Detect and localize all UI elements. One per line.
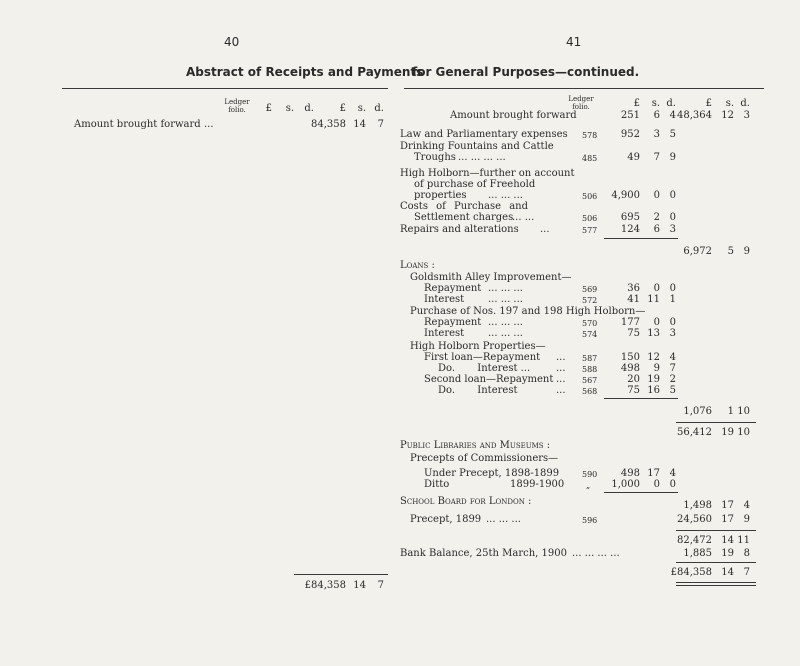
costs-line1: Costs of Purchase and	[400, 201, 529, 212]
running1-rule	[676, 422, 756, 423]
running1-pence: 10	[737, 427, 750, 438]
purchase-interest-shillings: 13	[647, 328, 660, 339]
costs-pounds: 695	[620, 212, 640, 223]
second-interest-pounds: 75	[627, 385, 640, 396]
purchase-repay-pounds: 177	[620, 317, 640, 328]
goldsmith-interest-shillings: 11	[647, 294, 660, 305]
holborn-pounds: 4,900	[611, 190, 640, 201]
costs-pence: 0	[669, 212, 676, 223]
right-total-shillings: 14	[721, 567, 734, 578]
purchase-interest-dots: ... ... ...	[488, 328, 523, 339]
loans-heading: Loans :	[400, 260, 435, 271]
goldsmith-repay-dots: ... ... ...	[488, 283, 523, 294]
first-repay-label: First loan—Repayment	[424, 352, 541, 363]
holborn-folio: 506	[582, 192, 598, 201]
left-pence2-header: d.	[374, 103, 384, 114]
under-precept-label: Under Precept, 1898-1899	[424, 468, 560, 479]
purchase-repay-dots: ... ... ...	[488, 317, 523, 328]
right-shilling2-header: s.	[725, 98, 734, 109]
costs-line2: Settlement charges	[414, 212, 514, 223]
school-precept-dots: ... ... ...	[486, 514, 521, 525]
second-interest-folio: 568	[582, 387, 598, 396]
subtotal2-pence: 10	[737, 406, 750, 417]
second-repay-shillings: 19	[647, 374, 660, 385]
left-page-number: 40	[224, 35, 240, 49]
costs-dots: ... ...	[512, 212, 535, 223]
first-interest-shillings: 9	[653, 363, 660, 374]
law-pounds: 952	[620, 129, 640, 140]
school-board-heading: School Board for London :	[400, 496, 532, 507]
goldsmith-interest-pence: 1	[669, 294, 676, 305]
school-precept-pence: 9	[743, 514, 750, 525]
bank-shillings: 19	[721, 548, 734, 559]
running2-shillings: 14	[721, 535, 734, 546]
running2-pence: 11	[737, 535, 750, 546]
right-total-double-rule-2	[676, 585, 756, 586]
first-interest-folio: 588	[582, 365, 598, 374]
right-folio-header: Ledger folio.	[568, 95, 594, 111]
school-precept-pounds: 24,560	[677, 514, 712, 525]
holborn-pence: 0	[669, 190, 676, 201]
left-brought-forward-shillings: 14	[353, 119, 366, 130]
under-precept-shillings: 17	[647, 468, 660, 479]
right-bf-pounds2: 48,364	[677, 110, 712, 121]
left-total-shillings: 14	[353, 580, 366, 591]
holborn-dots: ... ... ...	[488, 190, 523, 201]
repairs-shillings: 6	[653, 224, 660, 235]
precepts-heading: Precepts of Commissioners—	[410, 453, 559, 464]
goldsmith-interest-label: Interest	[424, 294, 465, 305]
running2-pounds: 82,472	[677, 535, 712, 546]
subtotal3-pence: 4	[743, 500, 750, 511]
running2-rule	[676, 530, 756, 531]
right-pence2-header: d.	[740, 98, 750, 109]
right-total-rule	[676, 562, 756, 563]
left-total-rule	[294, 574, 388, 575]
subtotal2-rule	[604, 398, 678, 399]
under-precept-folio: 590	[582, 470, 598, 479]
subtotal1-rule	[604, 238, 678, 239]
bank-dots: ... ... ... ...	[572, 548, 620, 559]
school-precept-folio: 596	[582, 516, 598, 525]
right-total-pounds: £84,358	[670, 567, 712, 578]
repairs-pounds: 124	[620, 224, 640, 235]
fountains-dots: ... ... ... ...	[458, 152, 506, 163]
second-repay-folio: 567	[582, 376, 598, 385]
left-page-title: Abstract of Receipts and Payments	[186, 65, 424, 79]
first-repay-shillings: 12	[647, 352, 660, 363]
left-brought-forward-label: Amount brought forward	[74, 119, 201, 130]
ditto-shillings: 0	[653, 479, 660, 490]
running1-pounds: 56,412	[677, 427, 712, 438]
goldsmith-repay-pence: 0	[669, 283, 676, 294]
libraries-heading: Public Libraries and Museums :	[400, 440, 551, 451]
law-label: Law and Parliamentary expenses	[400, 129, 568, 140]
left-brought-forward-pounds: 84,358	[311, 119, 346, 130]
holborn-line3: properties	[414, 190, 467, 201]
second-repay-pounds: 20	[627, 374, 640, 385]
fountains-pounds: 49	[627, 152, 640, 163]
purchase-heading: Purchase of Nos. 197 and 198 High Holborn—	[410, 306, 646, 317]
right-pound2-header: £	[705, 98, 712, 109]
goldsmith-repay-pounds: 36	[627, 283, 640, 294]
bank-label: Bank Balance, 25th March, 1900	[400, 548, 567, 559]
subtotal3-shillings: 17	[721, 500, 734, 511]
right-total-double-rule-1	[676, 582, 756, 583]
right-pound-header: £	[633, 98, 640, 109]
right-header-rule	[404, 88, 764, 89]
right-page-number: 41	[566, 35, 582, 49]
purchase-repay-pence: 0	[669, 317, 676, 328]
holborn-shillings: 0	[653, 190, 660, 201]
purchase-interest-pounds: 75	[627, 328, 640, 339]
right-shilling-header: s.	[651, 98, 660, 109]
subtotal3-pounds: 1,498	[683, 500, 712, 511]
fountains-shillings: 7	[653, 152, 660, 163]
left-pound-header: £	[265, 103, 272, 114]
purchase-interest-pence: 3	[669, 328, 676, 339]
running1-shillings: 19	[721, 427, 734, 438]
holborn-line1: High Holborn—further on account	[400, 168, 575, 179]
law-shillings: 3	[653, 129, 660, 140]
first-interest-dots: ...	[556, 363, 566, 374]
second-interest-label: Do. Interest	[438, 385, 518, 396]
purchase-repay-shillings: 0	[653, 317, 660, 328]
left-shilling-header: s.	[285, 103, 294, 114]
costs-folio: 506	[582, 214, 598, 223]
school-precept-label: Precept, 1899	[410, 514, 482, 525]
first-interest-pounds: 498	[620, 363, 640, 374]
goldsmith-repay-folio: 569	[582, 285, 598, 294]
ditto-years: 1899-1900	[510, 479, 565, 490]
right-brought-forward-label: Amount brought forward	[450, 110, 577, 121]
repairs-label: Repairs and alterations	[400, 224, 519, 235]
second-interest-shillings: 16	[647, 385, 660, 396]
right-page-title: for General Purposes—continued.	[412, 65, 640, 79]
subtotal1-pence: 9	[743, 246, 750, 257]
goldsmith-heading: Goldsmith Alley Improvement—	[410, 272, 572, 283]
right-bf-pounds1: 251	[620, 110, 640, 121]
bank-pence: 8	[743, 548, 750, 559]
purchase-interest-label: Interest	[424, 328, 465, 339]
right-bf-pence1: 4	[669, 110, 676, 121]
second-repay-dots: ...	[556, 374, 566, 385]
fountains-line1: Drinking Fountains and Cattle	[400, 141, 554, 152]
left-pound2-header: £	[339, 103, 346, 114]
goldsmith-interest-dots: ... ... ...	[488, 294, 523, 305]
first-interest-pence: 7	[669, 363, 676, 374]
left-total-pence: 7	[377, 580, 384, 591]
goldsmith-interest-pounds: 41	[627, 294, 640, 305]
ditto-pounds: 1,000	[611, 479, 640, 490]
second-repay-pence: 2	[669, 374, 676, 385]
goldsmith-repay-label: Repayment	[424, 283, 482, 294]
right-bf-shillings2: 12	[721, 110, 734, 121]
first-repay-pence: 4	[669, 352, 676, 363]
repairs-folio: 577	[582, 226, 598, 235]
law-pence: 5	[669, 129, 676, 140]
costs-shillings: 2	[653, 212, 660, 223]
goldsmith-repay-shillings: 0	[653, 283, 660, 294]
purchase-repay-label: Repayment	[424, 317, 482, 328]
second-interest-dots: ...	[556, 385, 566, 396]
repairs-pence: 3	[669, 224, 676, 235]
right-bf-shillings1: 6	[653, 110, 660, 121]
hhp-heading: High Holborn Properties—	[410, 341, 546, 352]
law-folio: 578	[582, 131, 598, 140]
subtotal2-pounds: 1,076	[683, 406, 712, 417]
holborn-line2: of purchase of Freehold	[414, 179, 536, 190]
left-pence-header: d.	[304, 103, 314, 114]
second-interest-pence: 5	[669, 385, 676, 396]
left-header-rule	[62, 88, 388, 89]
subtotal1-pounds: 6,972	[683, 246, 712, 257]
subtotal2-shillings: 1	[727, 406, 734, 417]
under-precept-pounds: 498	[620, 468, 640, 479]
goldsmith-interest-folio: 572	[582, 296, 598, 305]
left-folio-header: Ledger folio.	[224, 98, 250, 114]
right-bf-pence2: 3	[743, 110, 750, 121]
ditto-label: Ditto	[424, 479, 450, 490]
ditto-pence: 0	[669, 479, 676, 490]
under-precept-pence: 4	[669, 468, 676, 479]
first-repay-dots: ...	[556, 352, 566, 363]
purchase-interest-folio: 574	[582, 330, 598, 339]
left-total-pounds: £84,358	[304, 580, 346, 591]
subtotal3-rule	[604, 492, 678, 493]
fountains-pence: 9	[669, 152, 676, 163]
right-pence-header: d.	[666, 98, 676, 109]
first-repay-folio: 587	[582, 354, 598, 363]
repairs-dots: ...	[540, 224, 550, 235]
fountains-line2: Troughs	[414, 152, 456, 163]
bank-pounds: 1,885	[683, 548, 712, 559]
subtotal1-shillings: 5	[727, 246, 734, 257]
first-repay-pounds: 150	[620, 352, 640, 363]
left-shilling2-header: s.	[357, 103, 366, 114]
right-total-pence: 7	[743, 567, 750, 578]
fountains-folio: 485	[582, 154, 598, 163]
second-repay-label: Second loan—Repayment	[424, 374, 554, 385]
first-interest-label: Do. Interest ...	[438, 363, 531, 374]
school-precept-shillings: 17	[721, 514, 734, 525]
ditto-folio: „	[586, 481, 591, 490]
left-brought-forward-dots: ...	[204, 119, 214, 130]
purchase-repay-folio: 570	[582, 319, 598, 328]
left-brought-forward-pence: 7	[377, 119, 384, 130]
